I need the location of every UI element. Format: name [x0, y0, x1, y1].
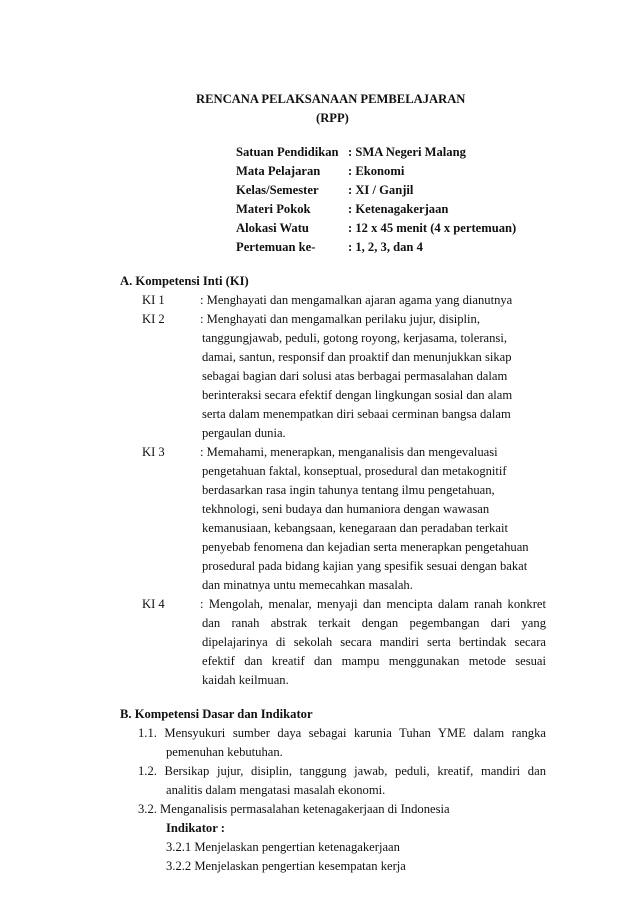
- info-label-satuan: Satuan Pendidikan: [236, 145, 339, 159]
- ki4-line: kaidah keilmuan.: [202, 673, 289, 687]
- ki4-line: efektif dan kreatif dan mampu menggunakan metode sesuai: [202, 654, 546, 668]
- info-label-kelas: Kelas/Semester: [236, 183, 319, 197]
- info-label-pertemuan: Pertemuan ke-: [236, 240, 316, 254]
- ki2-line: : Menghayati dan mengamalkan perilaku jujur, disiplin,: [200, 312, 480, 326]
- document-title: RENCANA PELAKSANAAN PEMBELAJARAN: [196, 92, 466, 106]
- info-value-kelas: : XI / Ganjil: [348, 183, 414, 197]
- kd-1-2: 1.2. Bersikap jujur, disiplin, tanggung jawab, peduli, kreatif, mandiri dan: [138, 764, 546, 778]
- ki2-line: pergaulan dunia.: [202, 426, 286, 440]
- ki3-line: pengetahuan faktal, konseptual, prosedural dan metakognitif: [202, 464, 507, 478]
- document-subtitle: (RPP): [316, 111, 349, 125]
- info-label-mapel: Mata Pelajaran: [236, 164, 321, 178]
- ki3-line: : Memahami, menerapkan, menganalisis dan mengevaluasi: [200, 445, 498, 459]
- ki2-line: tanggungjawab, peduli, gotong royong, kerjasama, toleransi,: [202, 331, 507, 345]
- ki4-line: : Mengolah, menalar, menyaji dan mencipta dalam ranah konkret: [200, 597, 546, 611]
- ki3-line: berdasarkan rasa ingin tahunya tentang ilmu pengetahuan,: [202, 483, 495, 497]
- info-value-alokasi: : 12 x 45 menit (4 x pertemuan): [348, 221, 517, 235]
- ki1-label: KI 1: [142, 293, 165, 307]
- ki4-label: KI 4: [142, 597, 165, 611]
- indikator-label: Indikator :: [166, 821, 225, 835]
- ki3-label: KI 3: [142, 445, 165, 459]
- ki3-line: tekhnologi, seni budaya dan humaniora dengan wawasan: [202, 502, 490, 516]
- ki3-line: penyebab fenomena dan kejadian serta menerapkan pengetahuan: [202, 540, 529, 554]
- ki3-line: prosedural pada bidang kajian yang spesifik sesuai dengan bakat: [202, 559, 528, 573]
- info-value-mapel: : Ekonomi: [348, 164, 405, 178]
- info-value-satuan: : SMA Negeri Malang: [348, 145, 466, 159]
- ki2-line: berinteraksi secara efektif dengan lingkungan sosial dan alam: [202, 388, 513, 402]
- ki3-line: kemanusiaan, kebangsaan, kenegaraan dan peradaban terkait: [202, 521, 508, 535]
- kd-3-2: 3.2. Menganalisis permasalahan ketenagakerjaan di Indonesia: [138, 802, 450, 816]
- info-value-pertemuan: : 1, 2, 3, dan 4: [348, 240, 423, 254]
- section-a-heading: A. Kompetensi Inti (KI): [120, 274, 249, 288]
- section-b-heading: B. Kompetensi Dasar dan Indikator: [120, 707, 313, 721]
- ki1-text: : Menghayati dan mengamalkan ajaran agama yang dianutnya: [200, 293, 513, 307]
- info-label-alokasi: Alokasi Watu: [236, 221, 309, 235]
- ki2-line: serta dalam menempatkan diri sebaai cerminan bangsa dalam: [202, 407, 511, 421]
- ki4-line: dan ranah abstrak terkait dengan pegembangan dari yang: [202, 616, 546, 630]
- indikator-item: 3.2.1 Menjelaskan pengertian ketenagakerjaan: [166, 840, 400, 854]
- ki2-label: KI 2: [142, 312, 165, 326]
- ki2-line: damai, santun, responsif dan proaktif dan menunjukkan sikap: [202, 350, 512, 364]
- ki3-line: dan minatnya untu memecahkan masalah.: [202, 578, 413, 592]
- ki2-line: sebagai bagian dari solusi atas berbagai permasalahan dalam: [202, 369, 508, 383]
- info-value-materi: : Ketenagakerjaan: [348, 202, 449, 216]
- info-label-materi: Materi Pokok: [236, 202, 311, 216]
- indikator-item: 3.2.2 Menjelaskan pengertian kesempatan kerja: [166, 859, 406, 873]
- ki4-line: dipelajarinya di sekolah secara mandiri serta bertindak secara: [202, 635, 546, 649]
- kd-1-2-cont: analitis dalam mengatasi masalah ekonomi.: [166, 783, 386, 797]
- kd-1-1-cont: pemenuhan kebutuhan.: [166, 745, 283, 759]
- kd-1-1: 1.1. Mensyukuri sumber daya sebagai karunia Tuhan YME dalam rangka: [138, 726, 546, 740]
